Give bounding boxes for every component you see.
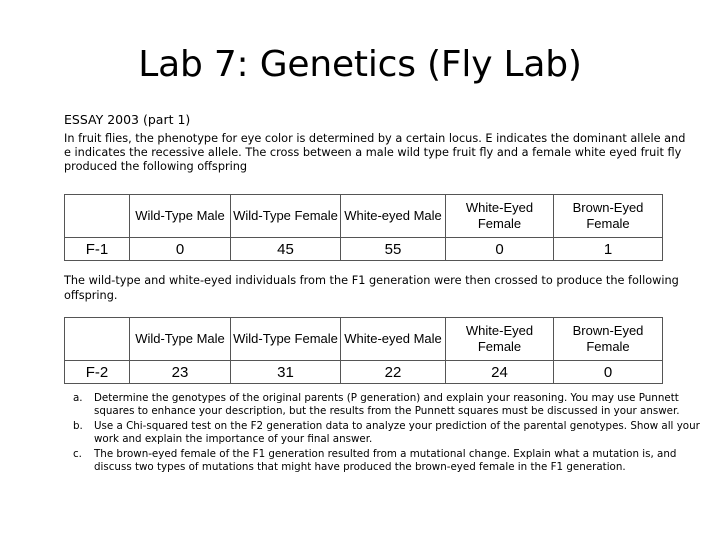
table-cell: 55 xyxy=(341,238,446,261)
question-item xyxy=(73,420,714,445)
slide-title: Lab 7: Genetics (Fly Lab) xyxy=(138,44,582,85)
question-marker: c. xyxy=(73,448,82,460)
table-cell: 45 xyxy=(231,238,341,261)
table-row xyxy=(65,238,663,261)
table-header-cell: Wild-Type Male xyxy=(130,195,231,238)
question-item xyxy=(73,448,714,473)
table-header-cell xyxy=(65,195,130,238)
table-cell: 23 xyxy=(130,361,231,384)
essay-label: ESSAY 2003 (part 1) xyxy=(64,112,191,127)
table-cell: 31 xyxy=(231,361,341,384)
table-header-cell: Wild-Type Female xyxy=(231,318,341,361)
f1-offspring-table xyxy=(64,194,663,261)
table-header-row xyxy=(65,195,663,238)
question-item xyxy=(73,392,714,417)
table-header-cell: White-Eyed Female xyxy=(446,195,554,238)
table-header-cell: White-eyed Male xyxy=(341,318,446,361)
question-list xyxy=(70,392,714,476)
question-marker: b. xyxy=(73,420,83,432)
table-cell: 0 xyxy=(130,238,231,261)
table-header-cell: Brown-Eyed Female xyxy=(554,318,663,361)
row-label: F-2 xyxy=(65,361,130,384)
table-cell: 24 xyxy=(446,361,554,384)
table-header-row xyxy=(65,318,663,361)
question-text: Use a Chi-squared test on the F2 generation data to analyze your prediction of the parental genotypes. Show all your work and explain the importance of your final answer. xyxy=(94,420,700,445)
row-label: F-1 xyxy=(65,238,130,261)
table-cell: 0 xyxy=(554,361,663,384)
table-header-cell: Wild-Type Male xyxy=(130,318,231,361)
table-cell: 0 xyxy=(446,238,554,261)
essay-prompt: In fruit flies, the phenotype for eye color is determined by a certain locus. E indicates the dominant allele and e indicates the recessive allele. The cross between a male wild type fruit fly and a female white eyed fruit fly produced the following offspring xyxy=(64,132,686,173)
f2-offspring-table xyxy=(64,317,663,384)
table-header-cell: Wild-Type Female xyxy=(231,195,341,238)
table-cell: 22 xyxy=(341,361,446,384)
question-text: Determine the genotypes of the original parents (P generation) and explain your reasoning. You may use Punnett squares to enhance your description, but the results from the Punnett squares must be discussed in your answer. xyxy=(94,392,680,417)
table-header-cell xyxy=(65,318,130,361)
f2-cross-description: The wild-type and white-eyed individuals from the F1 generation were then crossed to produce the following offspring. xyxy=(64,274,679,302)
table-header-cell: White-Eyed Female xyxy=(446,318,554,361)
table-row xyxy=(65,361,663,384)
table-header-cell: Brown-Eyed Female xyxy=(554,195,663,238)
question-text: The brown-eyed female of the F1 generation resulted from a mutational change. Explain what a mutation is, and discuss two types of mutations that might have produced the brown-eyed female in the F1 generation. xyxy=(94,448,677,473)
table-header-cell: White-eyed Male xyxy=(341,195,446,238)
question-marker: a. xyxy=(73,392,83,404)
table-cell: 1 xyxy=(554,238,663,261)
